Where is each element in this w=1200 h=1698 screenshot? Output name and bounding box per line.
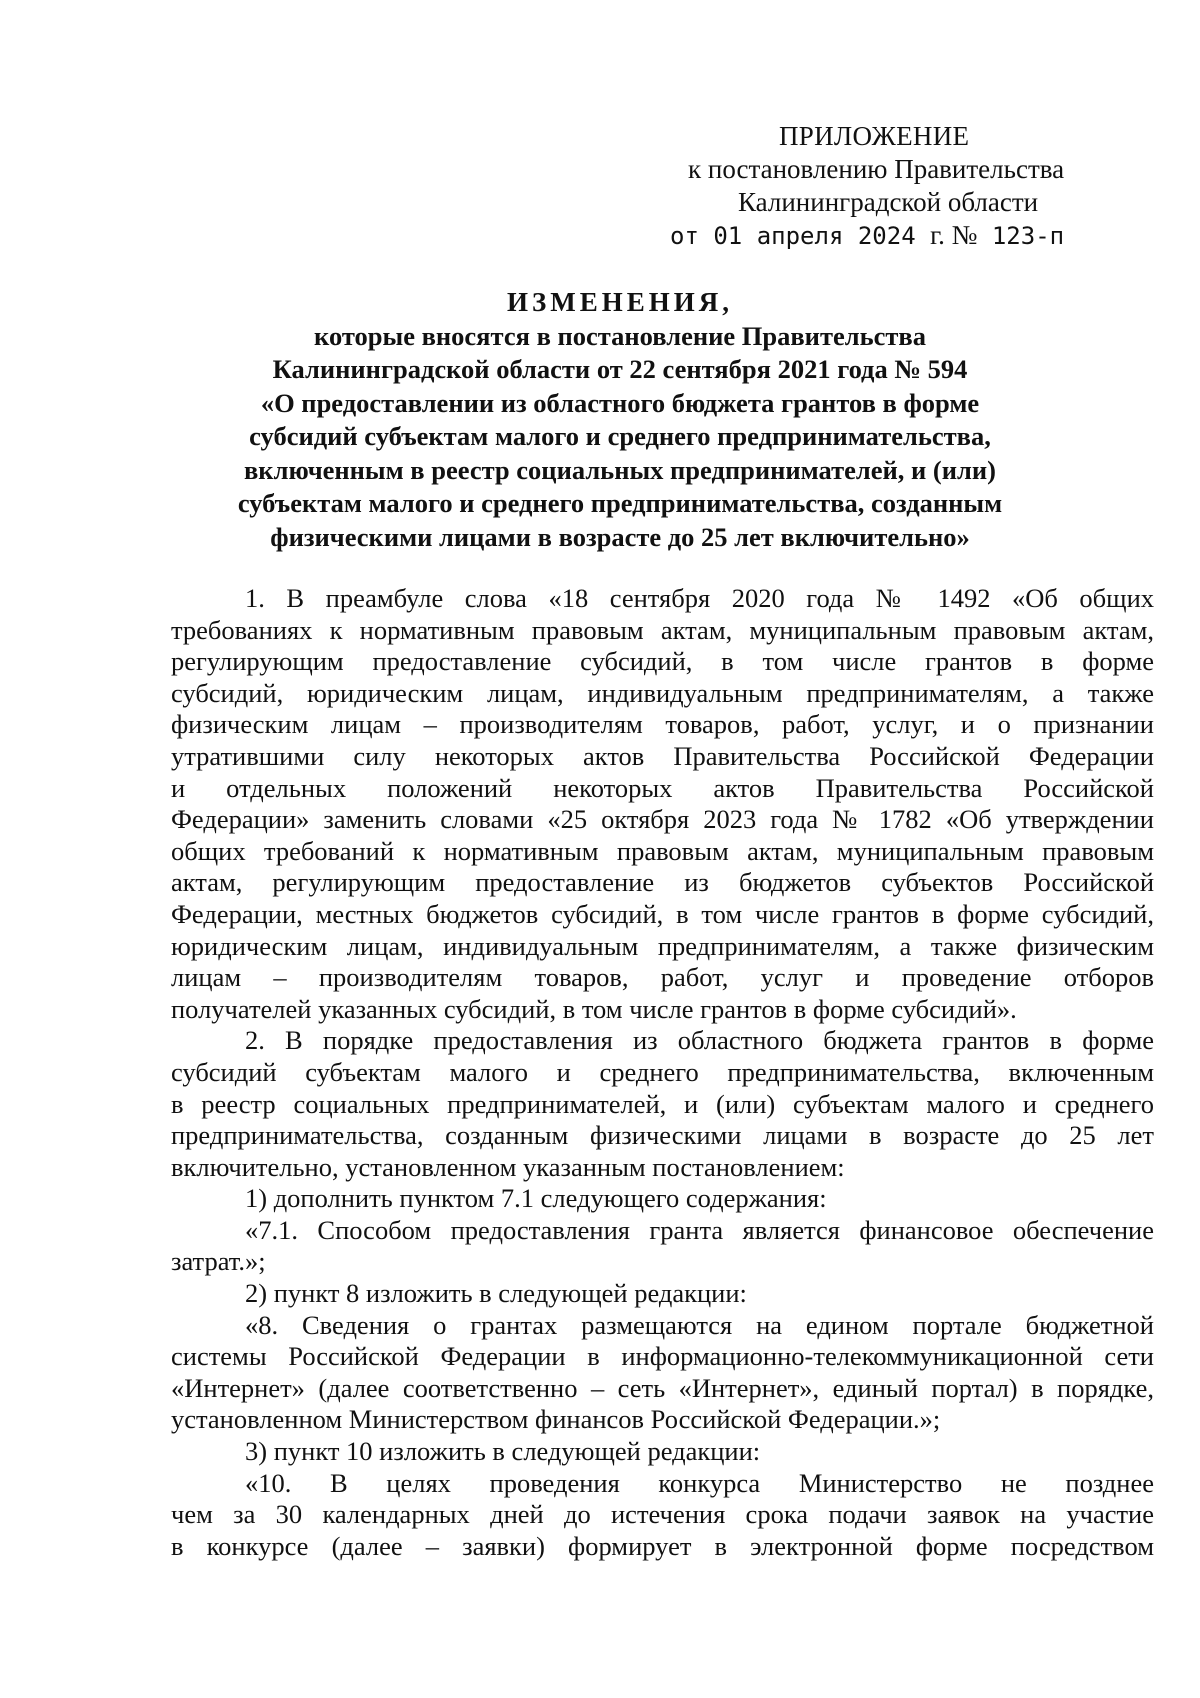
body-line: «Интернет» (далее соответственно – сеть «Интернет», единый портал) в порядке, bbox=[171, 1372, 1154, 1403]
body-line: юридическим лицам, индивидуальным предпринимателям, а также физическим bbox=[171, 930, 1154, 961]
body-line: требованиях к нормативным правовым актам, муниципальным правовым актам, bbox=[171, 614, 1154, 645]
heading-line: «О предоставлении из областного бюджета грантов в форме bbox=[260, 387, 980, 418]
appendix-title: ПРИЛОЖЕНИЕ bbox=[779, 121, 970, 151]
document-heading bbox=[170, 286, 1070, 554]
body-line: утратившими силу некоторых актов Правительства Российской Федерации bbox=[171, 740, 1154, 771]
body-line: «8. Сведения о грантах размещаются на едином портале бюджетной bbox=[245, 1309, 1154, 1340]
date-prefix: от bbox=[670, 222, 699, 250]
body-line: 1. В преамбуле слова «18 сентября 2020 года № 1492 «Об общих bbox=[245, 583, 1154, 613]
body-line: 2) пункт 8 изложить в следующей редакции: bbox=[245, 1278, 747, 1309]
body-line: общих требований к нормативным правовым актам, муниципальным правовым bbox=[171, 835, 1154, 866]
body-line: регулирующим предоставление субсидий, в том числе грантов в форме bbox=[171, 646, 1154, 677]
heading-line: включенным в реестр социальных предпринимателей, и (или) bbox=[244, 454, 996, 485]
body-line: затрат.»; bbox=[171, 1246, 266, 1277]
appendix-block bbox=[670, 120, 1116, 253]
appendix-date-line bbox=[651, 219, 1116, 253]
body-line: физическим лицам – производителям товаров, работ, услуг, и о признании bbox=[171, 709, 1154, 740]
body-line: предпринимательства, созданным физическими лицами в возрасте до 25 лет bbox=[171, 1120, 1154, 1151]
heading-line: физическими лицами в возрасте до 25 лет включительно» bbox=[270, 521, 970, 552]
body-line: актам, регулирующим предоставление из бюджетов субъектов Российской bbox=[171, 867, 1154, 898]
date-year-suffix: г. № bbox=[930, 220, 978, 250]
body-line: получателей указанных субсидий, в том числе грантов в форме субсидий». bbox=[171, 993, 1017, 1024]
body-line: и отдельных положений некоторых актов Правительства Российской bbox=[171, 772, 1154, 803]
heading-line: субъектам малого и среднего предпринимательства, созданным bbox=[237, 488, 1003, 518]
document-body bbox=[171, 583, 1154, 1562]
body-line: 3) пункт 10 изложить в следующей редакции: bbox=[245, 1436, 761, 1467]
heading-line: которые вносятся в постановление Правительства bbox=[314, 320, 926, 351]
body-line: Федерации» заменить словами «25 октября 2023 года № 1782 «Об утверждении bbox=[171, 804, 1154, 835]
body-line: чем за 30 календарных дней до истечения срока подачи заявок на участие bbox=[171, 1499, 1154, 1530]
heading-title: ИЗМЕНЕНИЯ, bbox=[506, 287, 733, 317]
body-line: лицам – производителям товаров, работ, услуг и проведение отборов bbox=[171, 962, 1154, 993]
heading-line: Калининградской области от 22 сентября 2021 года № 594 bbox=[272, 354, 968, 384]
date-value: 01 апреля 2024 bbox=[713, 222, 916, 250]
body-line: в конкурсе (далее – заявки) формирует в электронной форме посредством bbox=[171, 1530, 1154, 1561]
body-line: «7.1. Способом предоставления гранта является финансовое обеспечение bbox=[245, 1214, 1154, 1245]
body-line: «10. В целях проведения конкурса Министерство не позднее bbox=[245, 1467, 1154, 1498]
appendix-line-2: Калининградской области bbox=[738, 187, 1039, 217]
body-line: Федерации, местных бюджетов субсидий, в том числе грантов в форме субсидий, bbox=[171, 898, 1154, 929]
body-line: субсидий субъектам малого и среднего предпринимательства, включенным bbox=[171, 1056, 1154, 1087]
body-line: субсидий, юридическим лицам, индивидуальным предпринимателям, а также bbox=[171, 677, 1154, 708]
appendix-line-1: к постановлению Правительства bbox=[688, 154, 1065, 184]
body-line: системы Российской Федерации в информационно-телекоммуникационной сети bbox=[171, 1341, 1154, 1372]
body-line: в реестр социальных предпринимателей, и (или) субъектам малого и среднего bbox=[171, 1088, 1154, 1119]
body-line: включительно, установленном указанным постановлением: bbox=[171, 1151, 845, 1182]
body-line: 1) дополнить пунктом 7.1 следующего содержания: bbox=[245, 1183, 827, 1214]
document-number: 123-п bbox=[991, 222, 1065, 250]
body-line: установленном Министерством финансов Российской Федерации.»; bbox=[171, 1404, 941, 1435]
heading-line: субсидий субъектам малого и среднего предпринимательства, bbox=[249, 421, 991, 451]
body-line: 2. В порядке предоставления из областного бюджета грантов в форме bbox=[245, 1025, 1154, 1056]
